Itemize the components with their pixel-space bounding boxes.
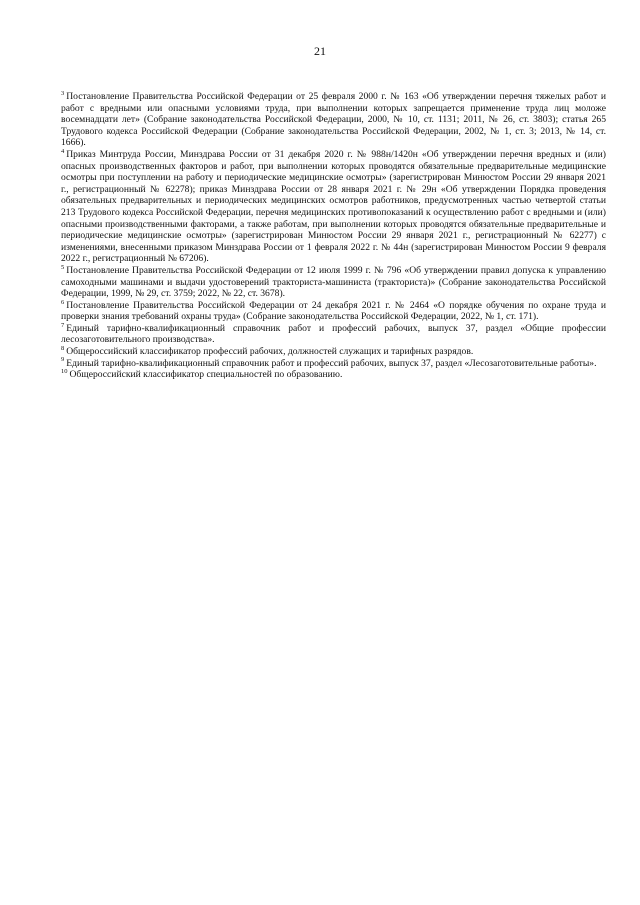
footnote-3 bbox=[61, 91, 606, 149]
footnote-text: Единый тарифно-квалификационный справочник работ и профессий рабочих, выпуск 37, раздел «Общие профессии лесозаготовительного производства». bbox=[61, 322, 606, 346]
footnote-mark: 6 bbox=[61, 298, 65, 306]
footnote-mark: 7 bbox=[61, 321, 65, 329]
footnote-mark: 10 bbox=[61, 368, 68, 376]
footnote-text: Постановление Правительства Российской Федерации от 25 февраля 2000 г. № 163 «Об утверждении перечня тяжелых работ и работ с вредными или опасными условиями труда, при выполнении которых запрещается применение труда лиц моложе восемнадцати лет» (Собрание законодательства Российской Федерации, 2000, № 10, ст. 1131; 2011, № 26, ст. 3803); статья 265 Трудового кодекса Российской Федерации (Собрание законодательства Российской Федерации, 2002, № 1, ст. 3; 2013, № 14, ст. 1666). bbox=[61, 91, 606, 149]
footnote-text: Общероссийский классификатор профессий рабочих, должностей служащих и тарифных разрядов. bbox=[66, 346, 474, 358]
footnote-text: Постановление Правительства Российской Федерации от 24 декабря 2021 г. № 2464 «О порядке обучения по охране труда и проверки знания требований охраны труда» (Собрание законодательства Российской Федерации, 2022, № 1, ст. 171). bbox=[61, 299, 606, 323]
footnote-text: Постановление Правительства Российской Федерации от 12 июля 1999 г. № 796 «Об утверждении правил допуска к управлению самоходными машинами и выдачи удостоверений тракториста-машиниста (тракториста)» (Собрание законодательства Российской Федерации, 1999, № 29, ст. 3759; 2022, № 22, ст. 3678). bbox=[61, 264, 606, 300]
footnote-text: Единый тарифно-квалификационный справочник работ и профессий рабочих, выпуск 37, раздел «Лесозаготовительные работы». bbox=[66, 357, 597, 369]
footnote-9 bbox=[61, 358, 606, 370]
footnote-7 bbox=[61, 323, 606, 346]
footnote-text: Общероссийский классификатор специальностей по образованию. bbox=[69, 369, 343, 381]
footnote-mark: 4 bbox=[61, 147, 65, 155]
footnote-text: Приказ Минтруда России, Минздрава России от 31 декабря 2020 г. № 988н/1420н «Об утверждении перечня вредных и (или) опасных производственных факторов и работ, при выполнении которых проводятся обязательные предварительные медицинские осмотры при поступлении на работу и периодические медицинские осмотры» (зарегистрирован Минюстом России 29 января 2021 г., регистрационный № 62278); приказ Минздрава России от 28 января 2021 г. № 29н «Об утверждении Порядка проведения обязательных предварительных и периодических медицинских осмотров работников, предусмотренных частью четвертой статьи 213 Трудового кодекса Российской Федерации, перечня медицинских противопоказаний к осуществлению работ с вредными и (или) опасными производственными факторами, а также работам, при выполнении которых проводятся обязательные предварительные и периодические медицинские осмотры» (зарегистрирован Минюстом России 29 января 2021 г., регистрационный № 62277) с изменениями, внесенными приказом Минздрава России от 1 февраля 2022 г. № 44н (зарегистрирован Минюстом России 9 февраля 2022 г., регистрационный № 67206). bbox=[61, 148, 606, 265]
footnote-mark: 3 bbox=[61, 89, 65, 97]
footnote-4 bbox=[61, 149, 606, 265]
page-number: 21 bbox=[314, 44, 326, 58]
footnote-5 bbox=[61, 265, 606, 300]
footnote-8 bbox=[61, 346, 606, 358]
footnote-mark: 5 bbox=[61, 263, 65, 271]
footnote-10 bbox=[61, 369, 606, 381]
footnotes-section bbox=[61, 91, 606, 381]
footnote-6 bbox=[61, 300, 606, 323]
footnote-mark: 8 bbox=[61, 344, 65, 352]
footnote-mark: 9 bbox=[61, 356, 65, 364]
